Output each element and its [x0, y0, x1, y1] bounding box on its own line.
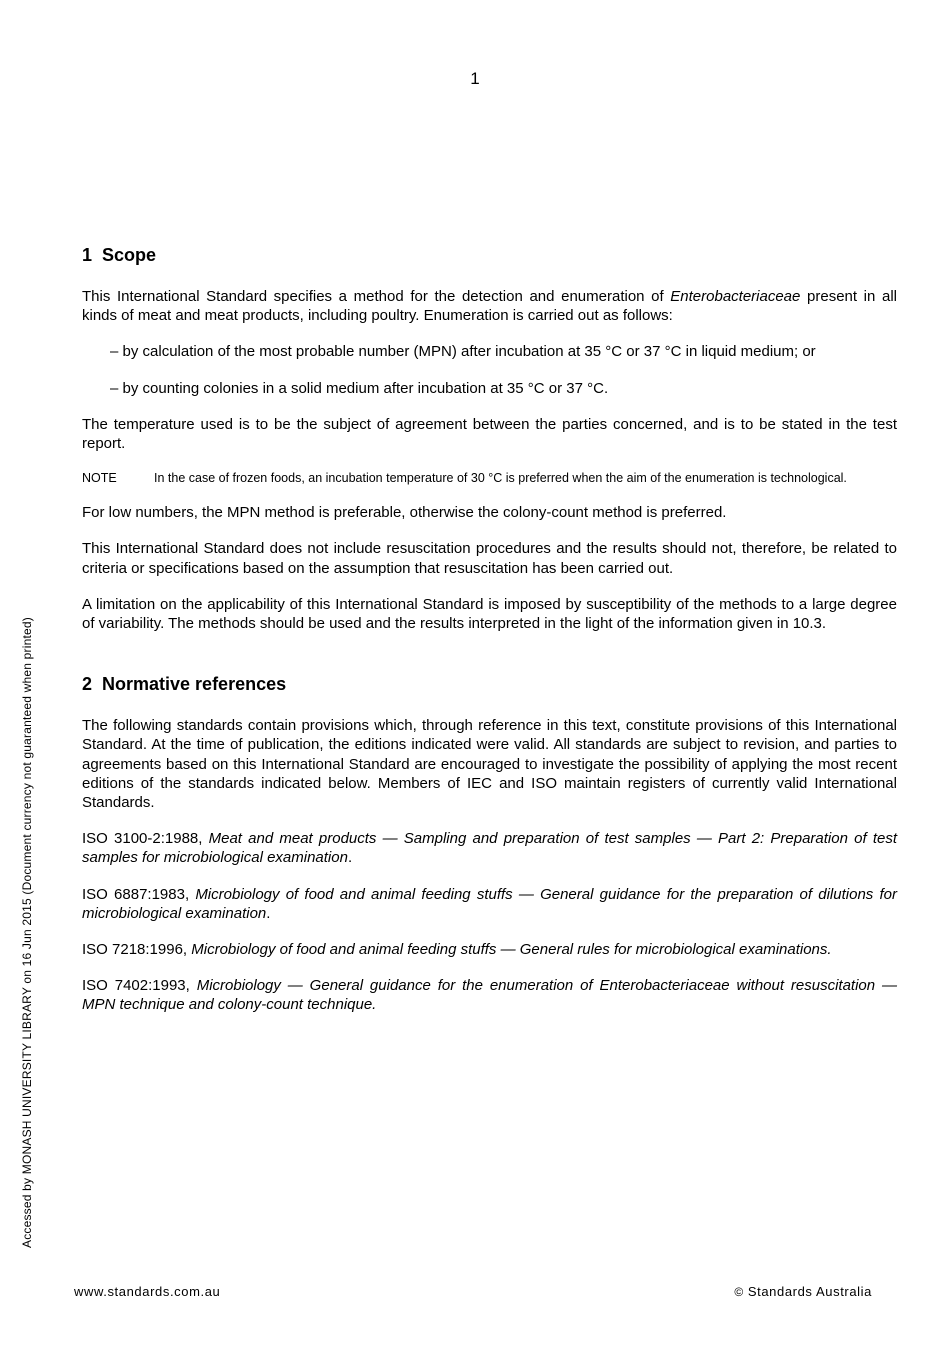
note-label: NOTE [82, 471, 117, 486]
footer-copyright [734, 1284, 872, 1299]
scope-paragraph-3: For low numbers, the MPN method is preferable, otherwise the colony-count method is preferred. [82, 504, 727, 522]
copyright-icon: © [734, 1285, 744, 1299]
scope-paragraph-5: A limitation on the applicability of this International Standard is imposed by susceptibility of the methods to a large degree of variability. The methods should be used and the results interpreted in the light of the information given in 10.3. [82, 595, 897, 633]
reference-item [82, 940, 897, 959]
normative-intro: The following standards contain provisions which, through reference in this text, constitute provisions of this International Standard. At the time of publication, the editions indicated were valid. All standards are subject to revision, and parties to agreements based on this International Standard are encouraged to investigate the possibility of applying the most recent editions of the standards indicated below. Members of IEC and ISO maintain registers of currently valid International Standards. [82, 717, 897, 812]
scope-paragraph-4: This International Standard does not include resuscitation procedures and the results should not, therefore, be related to criteria or specifications based on the assumption that resuscitation has been carried out. [82, 540, 897, 577]
reference-code: ISO 6887:1983, [82, 885, 196, 903]
reference-title: Meat and meat products — Sampling and preparation of test samples — Part 2: Preparation of test samples for microbiological examination [82, 830, 897, 867]
reference-item [82, 976, 897, 1014]
access-watermark: Accessed by MONASH UNIVERSITY LIBRARY on 16 Jun 2015 (Document currency not guaranteed when printed) [20, 617, 34, 1248]
document-body [82, 244, 897, 1032]
reference-end: . [347, 849, 353, 867]
reference-code: ISO 7218:1996, [82, 941, 192, 959]
reference-title: Microbiology of food and animal feeding stuffs — General rules for microbiological examinations. [191, 941, 832, 959]
text-run: present in all kinds of meat and meat products, including poultry. Enumeration is carried out as follows: [82, 288, 897, 325]
footer-publisher: Standards Australia [747, 1284, 872, 1299]
scope-list-item-2: – by counting colonies in a solid medium after incubation at 35 °C or 37 °C. [110, 379, 609, 397]
section-number: 1 [82, 245, 93, 265]
italic-term: Enterobacteriaceae [670, 288, 801, 305]
reference-code: ISO 3100-2:1988, [82, 830, 209, 848]
scope-note [82, 470, 897, 486]
reference-end: . [266, 904, 271, 922]
section-heading-normative-references [82, 673, 897, 695]
section-heading-scope [82, 244, 897, 266]
reference-item [82, 829, 897, 867]
text-run: This International Standard specifies a method for the detection and enumeration of [82, 288, 671, 305]
scope-paragraph-1 [82, 287, 897, 325]
footer-website: www.standards.com.au [74, 1284, 221, 1299]
scope-list-item-1: – by calculation of the most probable number (MPN) after incubation at 35 °C or 37 °C in liquid medium; or [110, 343, 816, 361]
reference-title: Microbiology — General guidance for the enumeration of Enterobacteriaceae without resuscitation — MPN technique and colony-count technique. [82, 977, 897, 1014]
section-title: Scope [102, 245, 157, 265]
section-number: 2 [82, 674, 93, 695]
section-title: Normative references [102, 674, 287, 695]
page-number: 1 [470, 69, 480, 88]
reference-item [82, 885, 897, 923]
reference-title: Microbiology of food and animal feeding stuffs — General guidance for the preparation of dilutions for microbiological examination [82, 885, 897, 922]
reference-code: ISO 7402:1993, [82, 977, 197, 995]
scope-paragraph-2: The temperature used is to be the subject of agreement between the parties concerned, and is to be stated in the test report. [82, 415, 897, 453]
note-text: In the case of frozen foods, an incubation temperature of 30 °C is preferred when the aim of the enumeration is technological. [154, 471, 847, 486]
